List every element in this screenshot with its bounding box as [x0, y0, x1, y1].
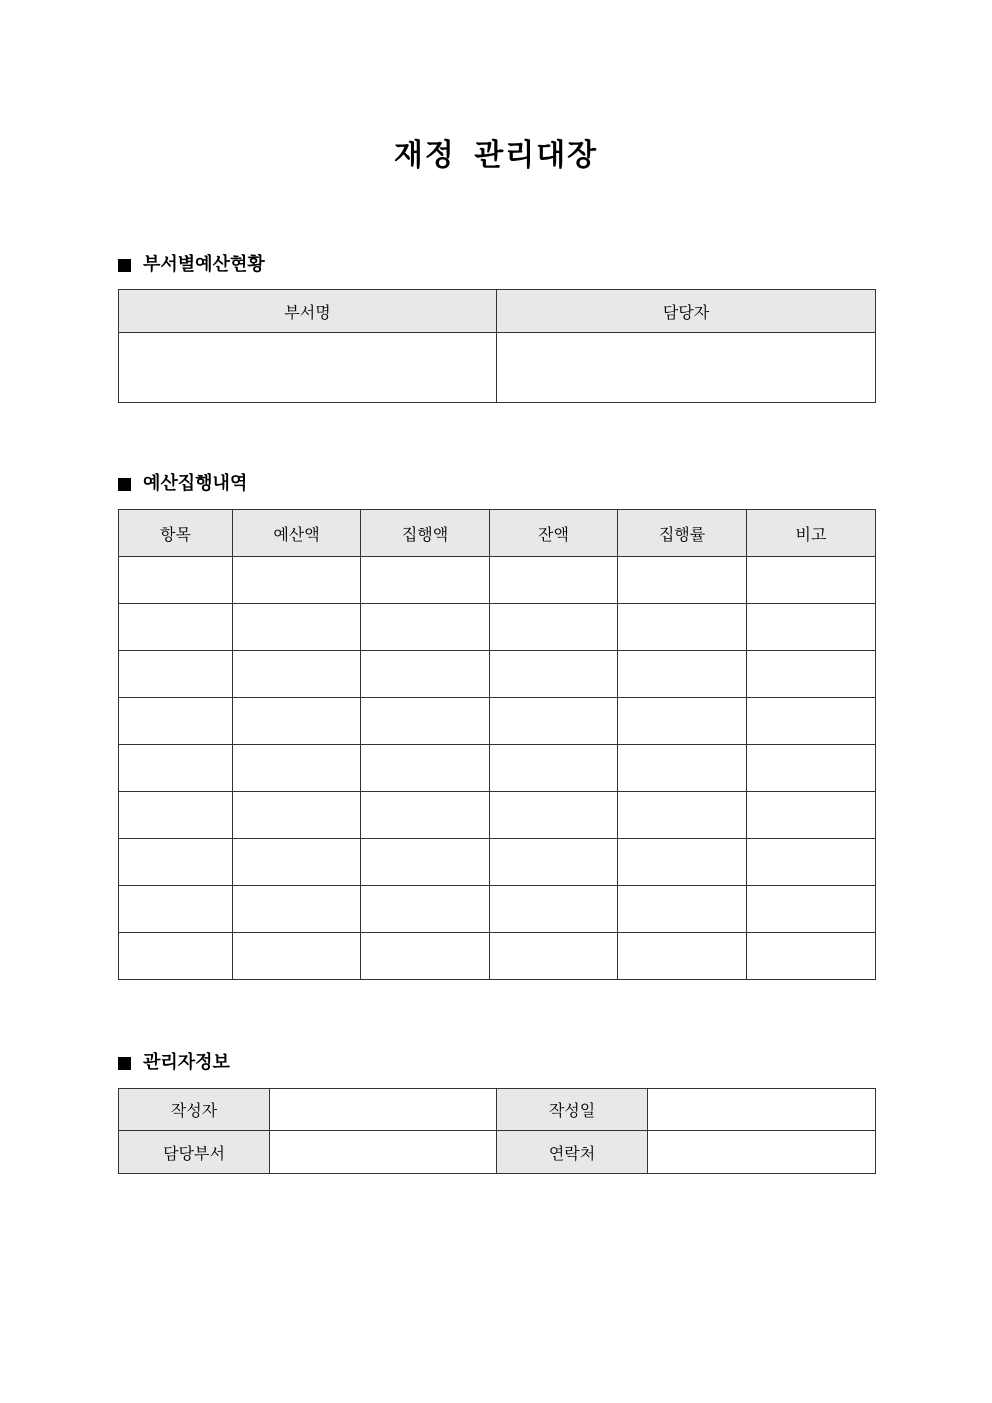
- table-cell[interactable]: [233, 792, 361, 839]
- table-row: [119, 886, 876, 933]
- table-row: [119, 839, 876, 886]
- table-row: [119, 557, 876, 604]
- section-title: 관리자정보: [143, 1052, 230, 1073]
- table-cell[interactable]: [490, 557, 618, 604]
- table-cell[interactable]: [361, 933, 490, 980]
- table-cell[interactable]: [361, 886, 490, 933]
- table-row: [119, 792, 876, 839]
- table-cell[interactable]: [233, 557, 361, 604]
- table-cell[interactable]: [490, 839, 618, 886]
- table-cell[interactable]: [361, 698, 490, 745]
- table-cell[interactable]: [119, 886, 233, 933]
- table-cell[interactable]: [618, 792, 747, 839]
- table-cell[interactable]: [747, 886, 876, 933]
- square-bullet-icon: [118, 259, 131, 272]
- table-cell[interactable]: [361, 745, 490, 792]
- table-cell[interactable]: [119, 557, 233, 604]
- table-cell[interactable]: [361, 651, 490, 698]
- execution-table: [118, 509, 876, 980]
- column-header-department: 부서명: [119, 290, 497, 333]
- author-value-cell[interactable]: [270, 1089, 497, 1131]
- table-cell[interactable]: [747, 698, 876, 745]
- table-cell[interactable]: [747, 557, 876, 604]
- department-cell[interactable]: [119, 333, 497, 403]
- table-row: [119, 745, 876, 792]
- table-cell[interactable]: [233, 886, 361, 933]
- table-cell[interactable]: [618, 886, 747, 933]
- table-cell[interactable]: [618, 651, 747, 698]
- department-in-charge-value-cell[interactable]: [270, 1131, 497, 1174]
- table-cell[interactable]: [490, 698, 618, 745]
- table-cell[interactable]: [747, 651, 876, 698]
- square-bullet-icon: [118, 1057, 131, 1070]
- table-cell[interactable]: [618, 839, 747, 886]
- table-cell[interactable]: [361, 839, 490, 886]
- table-row: [119, 1131, 876, 1174]
- table-row: [119, 698, 876, 745]
- table-row: [119, 333, 876, 403]
- table-cell[interactable]: [119, 745, 233, 792]
- table-cell[interactable]: [618, 745, 747, 792]
- table-row: [119, 651, 876, 698]
- section-title: 부서별예산현황: [143, 254, 265, 275]
- table-cell[interactable]: [119, 651, 233, 698]
- column-header-execution-rate: 집행률: [618, 510, 747, 557]
- table-cell[interactable]: [233, 651, 361, 698]
- section-heading-manager-info: [118, 1049, 230, 1077]
- table-cell[interactable]: [233, 698, 361, 745]
- table-cell[interactable]: [361, 792, 490, 839]
- contact-value-cell[interactable]: [648, 1131, 876, 1174]
- table-cell[interactable]: [119, 604, 233, 651]
- label-author: 작성자: [119, 1089, 270, 1131]
- table-cell[interactable]: [490, 933, 618, 980]
- table-cell[interactable]: [618, 698, 747, 745]
- label-department-in-charge: 담당부서: [119, 1131, 270, 1174]
- section-title: 예산집행내역: [143, 473, 248, 494]
- table-cell[interactable]: [361, 557, 490, 604]
- table-row: [119, 604, 876, 651]
- column-header-executed-amount: 집행액: [361, 510, 490, 557]
- table-cell[interactable]: [490, 792, 618, 839]
- date-written-value-cell[interactable]: [648, 1089, 876, 1131]
- table-cell[interactable]: [618, 933, 747, 980]
- label-date-written: 작성일: [497, 1089, 648, 1131]
- manager-cell[interactable]: [497, 333, 876, 403]
- budget-status-table: [118, 289, 876, 403]
- table-cell[interactable]: [233, 604, 361, 651]
- column-header-manager: 담당자: [497, 290, 876, 333]
- table-row: [119, 933, 876, 980]
- table-cell[interactable]: [747, 792, 876, 839]
- table-cell[interactable]: [490, 651, 618, 698]
- label-contact: 연락처: [497, 1131, 648, 1174]
- table-cell[interactable]: [618, 557, 747, 604]
- table-cell[interactable]: [119, 792, 233, 839]
- table-cell[interactable]: [361, 604, 490, 651]
- table-cell[interactable]: [490, 604, 618, 651]
- page-title: 재정 관리대장: [393, 138, 599, 173]
- table-cell[interactable]: [233, 933, 361, 980]
- table-cell[interactable]: [747, 604, 876, 651]
- table-cell[interactable]: [490, 886, 618, 933]
- table-cell[interactable]: [233, 745, 361, 792]
- column-header-item: 항목: [119, 510, 233, 557]
- table-cell[interactable]: [747, 839, 876, 886]
- square-bullet-icon: [118, 478, 131, 491]
- table-cell[interactable]: [119, 839, 233, 886]
- section-heading-budget-status: [118, 251, 265, 279]
- table-cell[interactable]: [747, 745, 876, 792]
- table-cell[interactable]: [119, 698, 233, 745]
- column-header-balance: 잔액: [490, 510, 618, 557]
- manager-info-table: [118, 1088, 876, 1174]
- column-header-remarks: 비고: [747, 510, 876, 557]
- table-row: [119, 1089, 876, 1131]
- table-cell[interactable]: [233, 839, 361, 886]
- table-cell[interactable]: [618, 604, 747, 651]
- column-header-budget-amount: 예산액: [233, 510, 361, 557]
- table-cell[interactable]: [747, 933, 876, 980]
- table-cell[interactable]: [490, 745, 618, 792]
- table-header-row: [119, 510, 876, 557]
- section-heading-execution: [118, 470, 247, 498]
- table-header-row: [119, 290, 876, 333]
- table-cell[interactable]: [119, 933, 233, 980]
